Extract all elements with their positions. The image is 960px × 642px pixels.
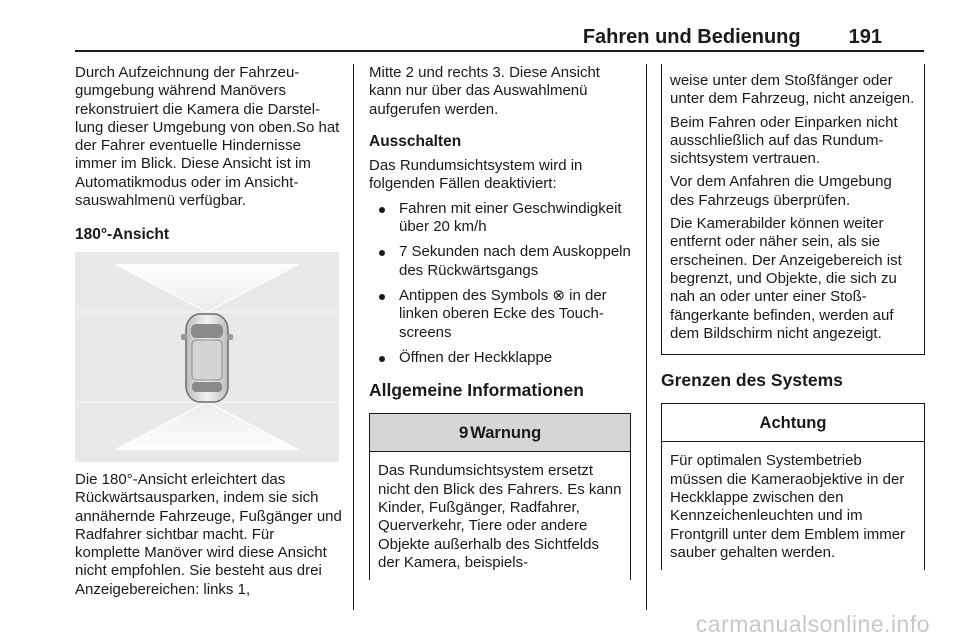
- rear-camera-zone: [115, 402, 299, 450]
- warning-cont-3: Vor dem Anfahren die Umgebung des Fahrzeugs überprüfen.: [670, 173, 892, 209]
- heading-180-view: 180°-Ansicht: [75, 226, 170, 244]
- page-number: 191: [848, 26, 882, 48]
- warning-body: Das Rundumsichtsystem ersetzt nicht den Blick des Fahrers. Es kann Kinder, Fußgänger, Radfahrer, Querverkehr, Tiere oder andere Objekte außerhalb des Sichtfelds der Kamera, beispiels-: [378, 462, 622, 571]
- bullet-icon: [379, 207, 385, 213]
- header-rule: [75, 50, 924, 52]
- caution-box: [661, 403, 925, 570]
- bullet-icon: [379, 250, 385, 256]
- column-1: [75, 64, 343, 245]
- warning-header: [370, 414, 630, 452]
- warning-cont-4: Die Kamerabilder können weiter entfernt oder näher sein, als sie erscheinen. Der Anzeigebereich ist begrenzt, und Objekte, die sich zu nah an oder unter einer Stoßfängerkante befinden, werden auf dem Bildschirm nicht angezeigt.: [670, 215, 902, 342]
- heading-general-info: Allgemeine Informationen: [369, 380, 584, 401]
- 180-view-paragraph: Die 180°-Ansicht erleichtert das Rückwärtsausparken, indem sie sich annähernde Fahrzeuge, Fußgänger und Radfahrer sichtbar macht. Für komplette Manöver wird diese Ansicht nicht empfohlen. Sie besteht aus drei Anzeigebereichen: links 1,: [75, 471, 342, 598]
- warning-box: [369, 413, 631, 580]
- car-top-view: [181, 314, 233, 402]
- warning-cont-2: Beim Fahren oder Einparken nicht ausschließlich auf das Rundumsichtsystem vertrauen.: [670, 113, 898, 168]
- switch-off-intro: Das Rundumsichtsystem wird in folgenden Fällen deaktiviert:: [369, 157, 583, 193]
- list-item: Antippen des Symbols ⊗ in der linken oberen Ecke des Touchscreens: [369, 287, 631, 342]
- caution-body: Für optimalen Systembetrieb müssen die Kameraobjektive in der Heckklappe zwischen den Kennzeichenleuchten und im Frontgrill unter dem Emblem immer sauber gehalten werden.: [670, 452, 906, 561]
- heading-switch-off: Ausschalten: [369, 132, 462, 150]
- column-3: [661, 64, 925, 570]
- heading-system-limits: Grenzen des Systems: [661, 370, 843, 391]
- warning-title: Warnung: [470, 423, 542, 442]
- section-title: Fahren und Bedienung: [582, 26, 801, 48]
- camera-view-graphic: [75, 252, 339, 462]
- front-camera-zone: [115, 264, 299, 312]
- continued-paragraph: Mitte 2 und rechts 3. Diese Ansicht kann nur über das Auswahlmenü aufgerufen werden.: [369, 64, 600, 118]
- list-item: Öffnen der Heckklappe: [369, 349, 631, 367]
- warning-box-continued: [661, 64, 925, 355]
- intro-paragraph: Durch Aufzeichnung der Fahrzeugumgebung während Manövers rekonstruiert die Kamera die Darstellung dieser Umgebung von oben.So hat der Fahrer eventuelle Hindernisse immer im Blick. Diese Ansicht ist im Automatikmodus oder im Ansichtsauswahlmenü verfügbar.: [75, 64, 340, 210]
- watermark: carmanualsonline.info: [695, 611, 930, 637]
- caution-title: Achtung: [759, 413, 827, 432]
- warning-icon: 9: [458, 422, 469, 442]
- caution-header: [662, 404, 924, 442]
- camera-view-illustration: [75, 252, 339, 462]
- column-divider-2: [646, 64, 647, 610]
- bullet-icon: [379, 356, 385, 362]
- column-2: [369, 64, 631, 580]
- deactivation-list: [369, 200, 631, 367]
- bullet-icon: [379, 294, 385, 300]
- column-1-lower: [75, 471, 343, 599]
- warning-cont-1: weise unter dem Stoßfänger oder unter dem Fahrzeug, nicht anzeigen.: [670, 72, 915, 108]
- column-divider-1: [353, 64, 354, 610]
- page-header: [583, 26, 882, 49]
- list-item: Fahren mit einer Geschwindigkeit über 20 km/h: [369, 200, 631, 237]
- list-item: 7 Sekunden nach dem Auskoppeln des Rückwärtsgangs: [369, 243, 631, 280]
